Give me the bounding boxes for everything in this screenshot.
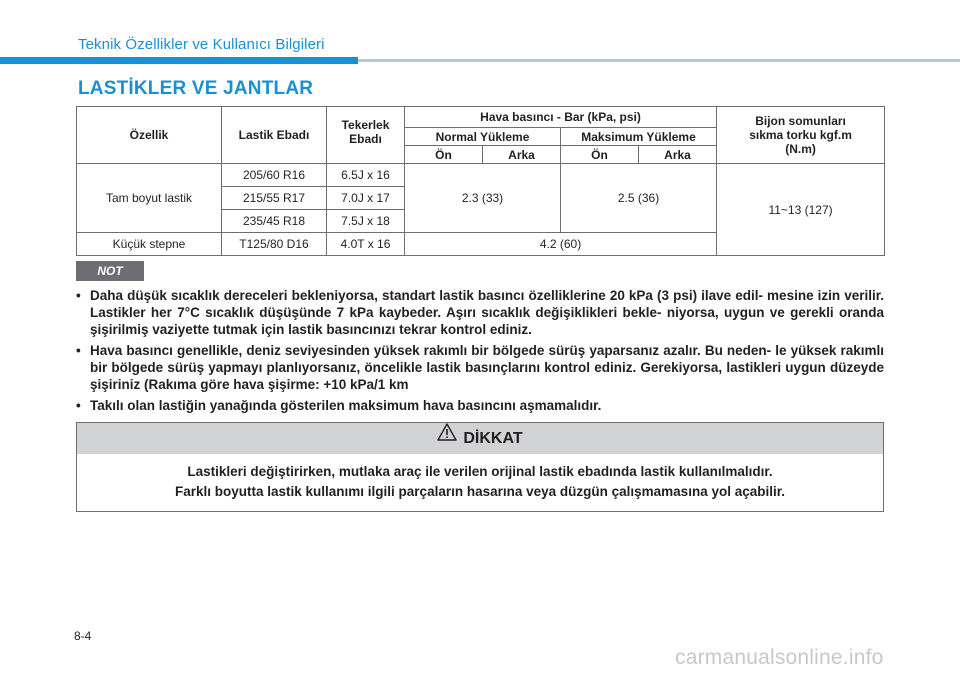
tire-size-cell: 205/60 R16 — [222, 164, 327, 187]
header-rear-max: Arka — [639, 146, 717, 164]
note-text: Daha düşük sıcaklık dereceleri bekleniyorsa, standart lastik basıncı özelliklerine 20 kPa (3 psi) ilave edil- mesine izin verilir. Lastikler her 7°C sıcaklık düşüşünde 7 kPa kaybeder. Aşırı sıcaklık değişiklikleri bekle- niyorsa, uygun ve gerekli oranda şişirilmiş vaziyette tutmak için lastik basıncınızı tekrar kontrol ediniz. — [90, 288, 884, 337]
max-pressure-cell: 2.5 (36) — [561, 164, 717, 233]
spare-pressure: 4.2 (60) — [405, 233, 717, 256]
header-lug-torque: Bijon somunları sıkma torku kgf.m (N.m) — [717, 107, 885, 164]
caution-line: Lastikleri değiştirirken, mutlaka araç ile verilen orijinal lastik ebadında lastik kullanılmalıdır. — [187, 464, 773, 479]
spare-wheel-size: 4.0T x 16 — [327, 233, 405, 256]
page-number: 8-4 — [74, 629, 92, 643]
section-title: Teknik Özellikler ve Kullanıcı Bilgileri — [78, 36, 325, 53]
caution-body — [77, 454, 883, 502]
bullet-icon: • — [76, 343, 81, 358]
wheel-size-cell: 7.0J x 17 — [327, 187, 405, 210]
bullet-icon: • — [76, 398, 81, 413]
header-front-max: Ön — [561, 146, 639, 164]
page-heading: LASTİKLER VE JANTLAR — [78, 78, 314, 99]
normal-pressure-cell: 2.3 (33) — [405, 164, 561, 233]
note-text: Takılı olan lastiğin yanağında gösterilen maksimum hava basıncını aşmamalıdır. — [90, 398, 602, 413]
tire-spec-table — [76, 106, 885, 256]
header-wheel-size: Tekerlek Ebadı — [327, 107, 405, 164]
spare-label: Küçük stepne — [77, 233, 222, 256]
header-front-normal: Ön — [405, 146, 483, 164]
header-rear-normal: Arka — [483, 146, 561, 164]
caution-box — [76, 422, 884, 512]
watermark: carmanualsonline.info — [675, 646, 884, 669]
caution-title: DİKKAT — [463, 430, 523, 447]
wheel-size-cell: 7.5J x 18 — [327, 210, 405, 233]
list-item — [76, 287, 884, 338]
note-list — [76, 287, 884, 418]
list-item — [76, 342, 884, 393]
note-badge: NOT — [76, 261, 144, 281]
note-text: Hava basıncı genellikle, deniz seviyesinden yüksek rakımlı bir bölgede sürüş yaparsanız azalır. Bu neden- le yüksek rakımlı bir bölgede sürüş yapmayı planlıyorsanız, öncelikle lastik basınçlarını kontrol ediniz. Gerekiyorsa, lastikleri uygun düzeyde şişiriniz (Rakıma göre hava şişirme: +10 kPa/1 km — [90, 343, 884, 392]
lug-torque-cell: 11~13 (127) — [717, 164, 885, 256]
spare-tire-size: T125/80 D16 — [222, 233, 327, 256]
section-divider — [0, 57, 960, 65]
tire-size-cell: 235/45 R18 — [222, 210, 327, 233]
header-pressure: Hava basıncı - Bar (kPa, psi) — [405, 107, 717, 128]
caution-line: Farklı boyutta lastik kullanımı ilgili parçaların hasarına veya düzgün çalışmamasına yol açabilir. — [175, 484, 785, 499]
tire-size-cell: 215/55 R17 — [222, 187, 327, 210]
header-tire-size: Lastik Ebadı — [222, 107, 327, 164]
list-item — [76, 397, 884, 414]
wheel-size-cell: 6.5J x 16 — [327, 164, 405, 187]
section-divider-line — [358, 59, 960, 62]
section-divider-accent — [0, 57, 358, 64]
warning-icon — [437, 421, 457, 452]
header-feature: Özellik — [77, 107, 222, 164]
header-max-load: Maksimum Yükleme — [561, 128, 717, 146]
caution-header — [77, 423, 883, 454]
full-size-label: Tam boyut lastik — [77, 164, 222, 233]
header-normal-load: Normal Yükleme — [405, 128, 561, 146]
table-row — [77, 164, 885, 187]
bullet-icon: • — [76, 288, 81, 303]
